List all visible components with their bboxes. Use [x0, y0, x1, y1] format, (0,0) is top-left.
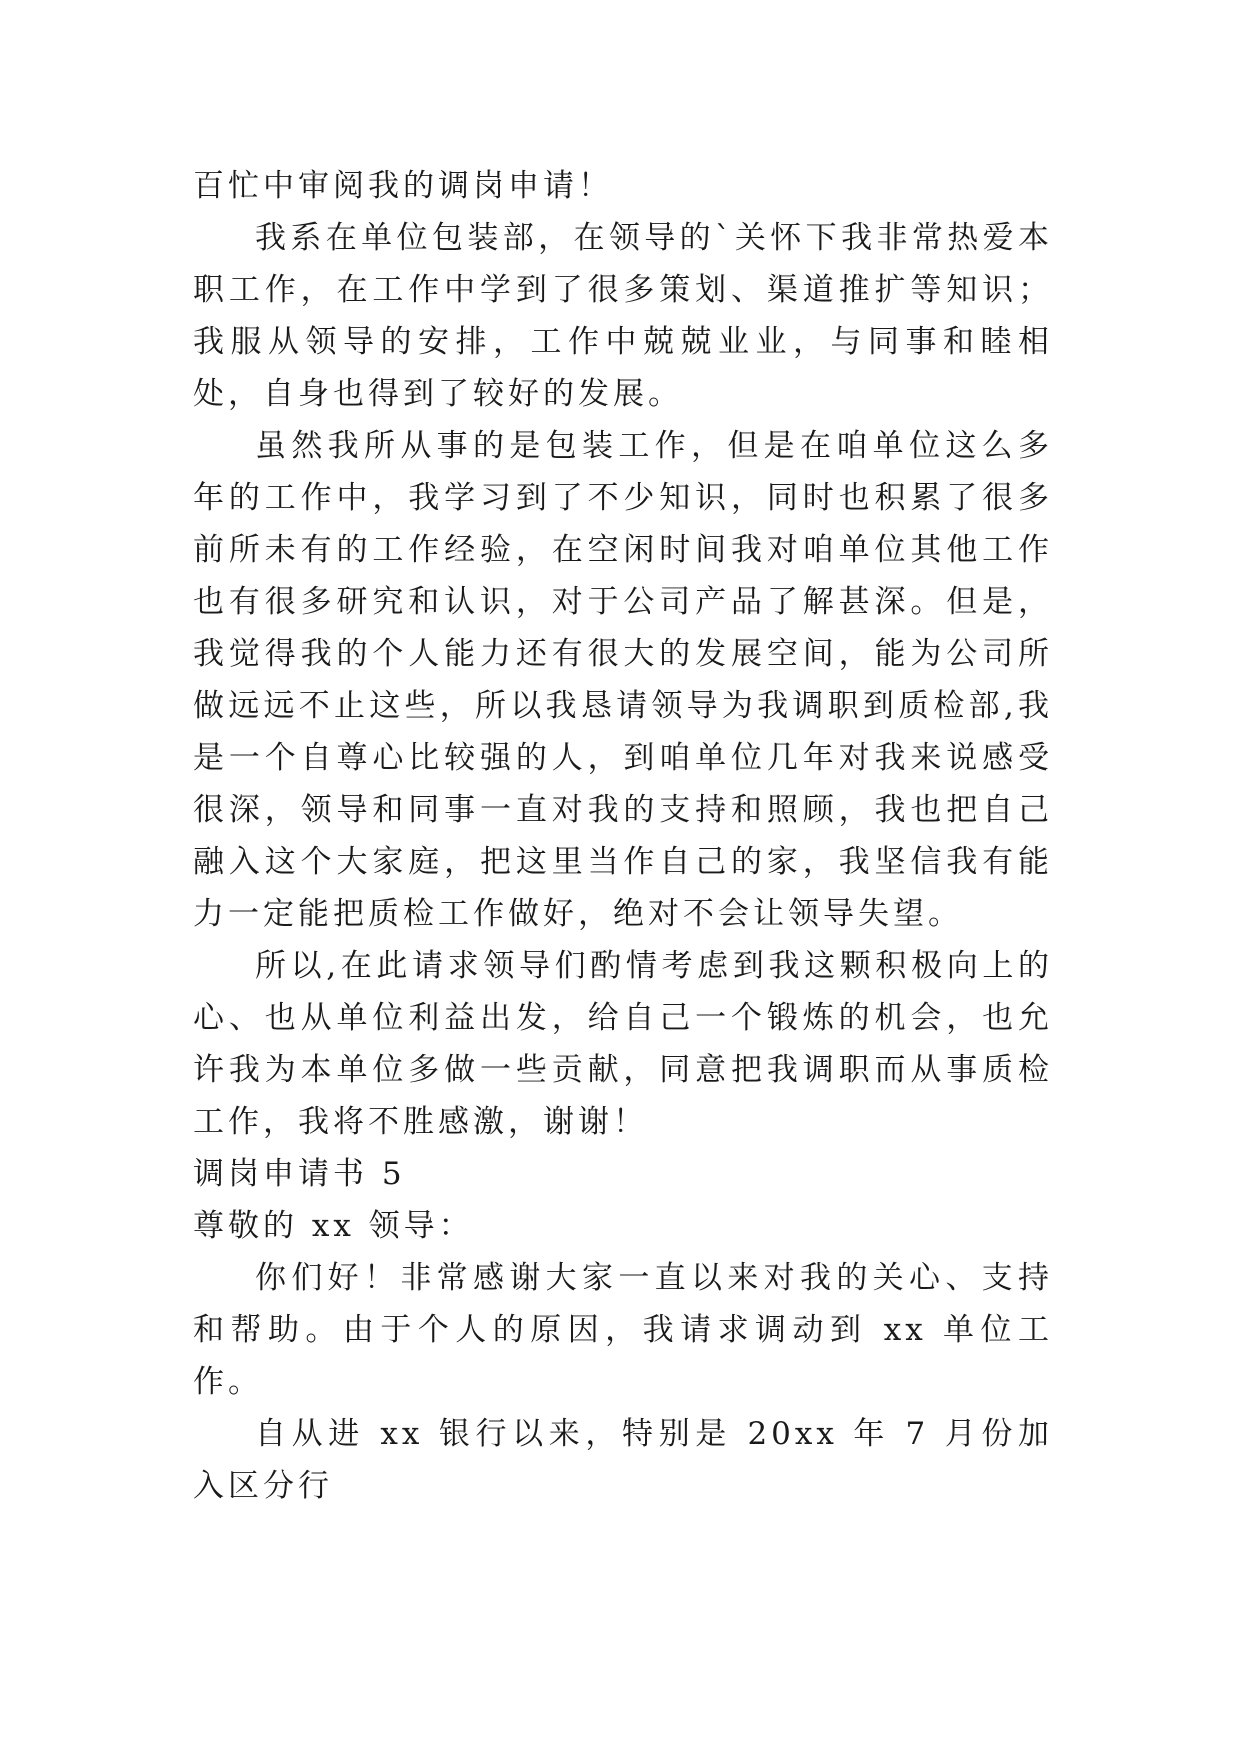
text-line: 百忙中审阅我的调岗申请！: [193, 168, 613, 204]
paragraph: 自从进 xx 银行以来，特别是 20xx 年 7 月份加入区分行: [193, 1416, 1053, 1504]
section-heading: 调岗申请书 5: [193, 1156, 406, 1192]
paragraph: 你们好！非常感谢大家一直以来对我的关心、支持和帮助。由于个人的原因，我请求调动到 xx 单位工作。: [193, 1260, 1053, 1400]
paragraph: 所以,在此请求领导们酌情考虑到我这颗积极向上的心、也从单位利益出发，给自己一个锻炼的机会，也允许我为本单位多做一些贡献，同意把我调职而从事质检工作，我将不胜感激，谢谢！: [193, 948, 1053, 1140]
document-body: [193, 160, 1053, 1512]
paragraph: 我系在单位包装部，在领导的`关怀下我非常热爱本职工作，在工作中学到了很多策划、渠道推扩等知识；我服从领导的安排，工作中兢兢业业，与同事和睦相处，自身也得到了较好的发展。: [193, 220, 1053, 412]
salutation: 尊敬的 xx 领导：: [193, 1208, 474, 1244]
paragraph: 虽然我所从事的是包装工作，但是在咱单位这么多年的工作中，我学习到了不少知识，同时也积累了很多前所未有的工作经验，在空闲时间我对咱单位其他工作也有很多研究和认识，对于公司产品了解甚深。但是，我觉得我的个人能力还有很大的发展空间，能为公司所做远远不止这些，所以我恳请领导为我调职到质检部,我是一个自尊心比较强的人，到咱单位几年对我来说感受很深，领导和同事一直对我的支持和照顾，我也把自己融入这个大家庭，把这里当作自己的家，我坚信我有能力一定能把质检工作做好，绝对不会让领导失望。: [193, 428, 1053, 932]
